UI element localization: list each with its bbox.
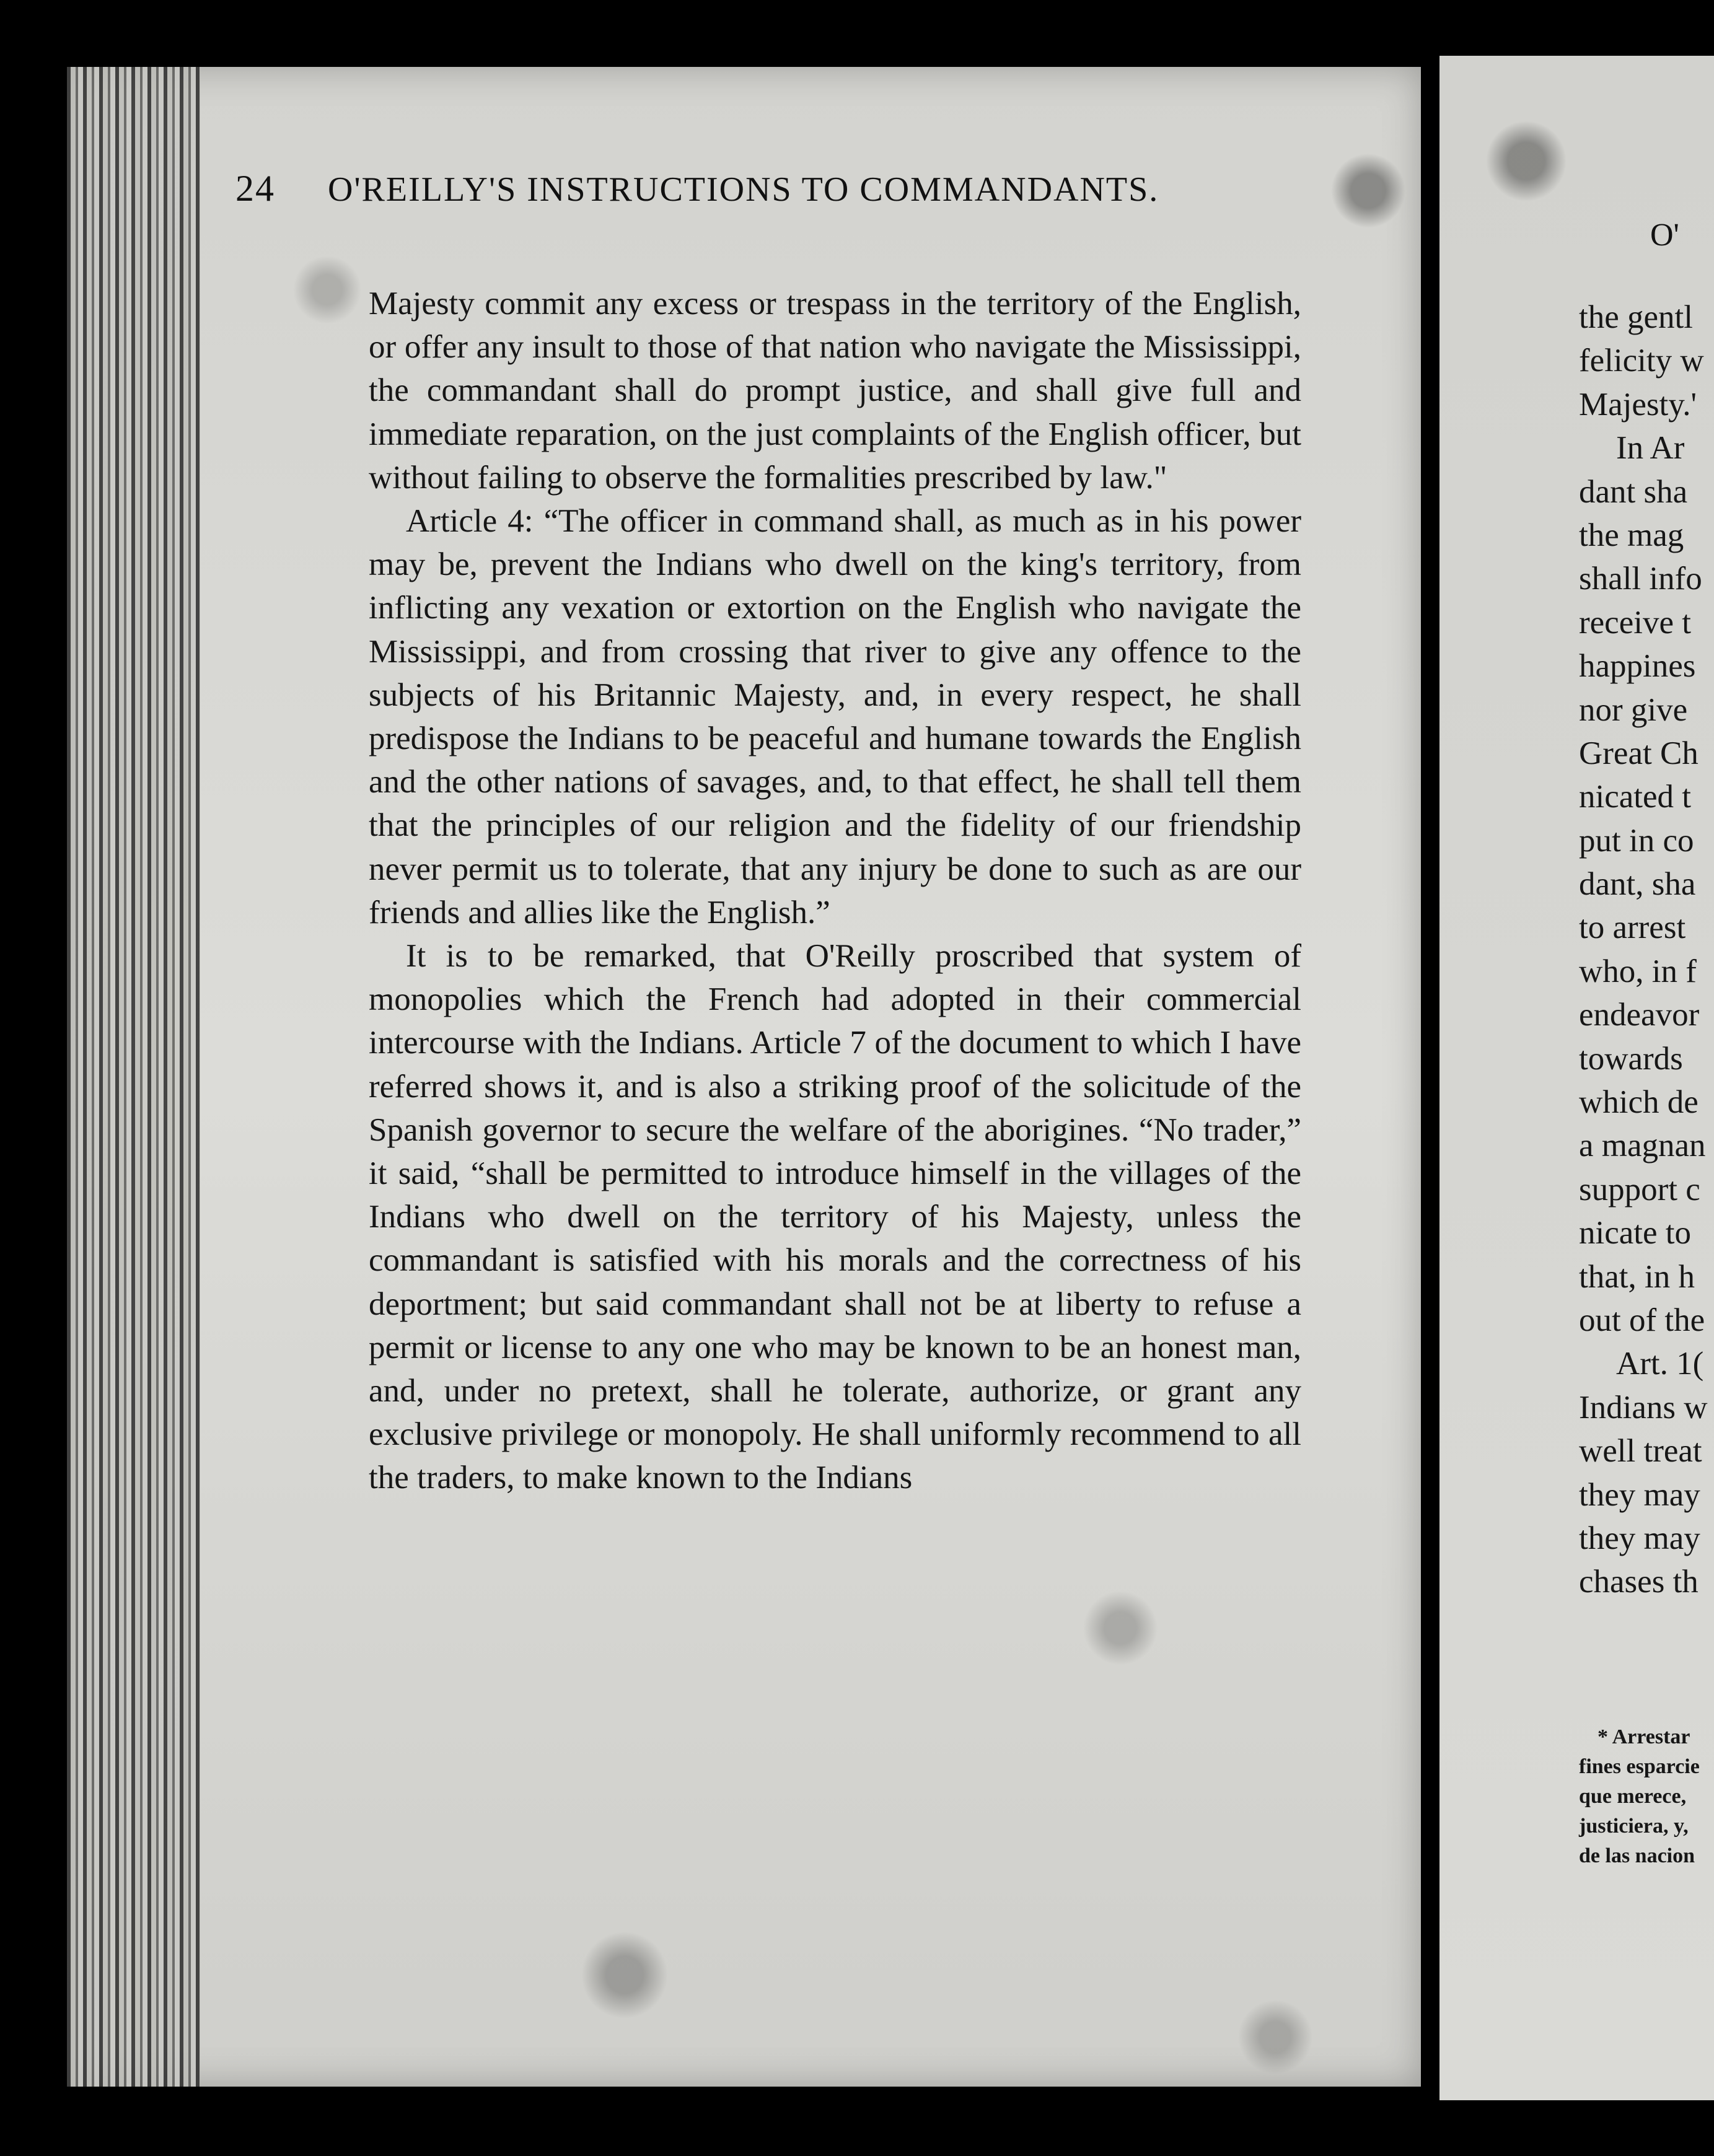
text-line: dant, sha [1579,866,1696,903]
running-head [235,167,1159,210]
text-line: well treat [1579,1433,1702,1470]
right-page [1439,56,1714,2100]
right-running-head: O' [1650,217,1679,253]
text-line: put in co [1579,822,1694,859]
right-body-text [1579,296,1714,1604]
book-spine-edge [67,67,200,2087]
text-line: the mag [1579,517,1684,553]
text-line: which de [1579,1084,1699,1121]
text-line: happines [1579,648,1696,685]
text-line: towards [1579,1040,1683,1077]
text-line: who, in f [1579,953,1697,989]
text-line: they may [1579,1476,1700,1513]
right-footnote [1579,1722,1714,1871]
running-head-title: O'REILLY'S INSTRUCTIONS TO COMMANDANTS. [328,170,1159,209]
text-line: Great Ch [1579,735,1699,771]
text-line: endeavor [1579,997,1700,1033]
text-line: support c [1579,1171,1700,1207]
footnote-line: * Arrestar [1598,1725,1690,1748]
text-line: dant sha [1579,473,1688,510]
footnote-line: fines esparcie [1579,1755,1700,1778]
text-line: Art. 1( [1616,1346,1704,1382]
text-line: receive t [1579,604,1691,641]
text-line: a magnan [1579,1128,1706,1164]
text-line: the gentl [1579,299,1693,335]
text-line: to arrest [1579,909,1686,946]
text-line: felicity w [1579,343,1704,379]
body-text [369,282,1301,1500]
text-line: chases th [1579,1564,1699,1600]
text-line: Majesty.' [1579,386,1697,423]
page-gutter [1421,37,1439,2144]
text-line: shall info [1579,561,1702,597]
footnote-line: que merece, [1579,1785,1687,1808]
paragraph: Majesty commit any excess or trespass in the territory of the English, or offer any insult to those of that nation who navigate the Mississippi, the commandant shall do prompt justice, and shall give full and immediate reparation, on the just complaints of the English officer, but without failing to observe the formalities prescribed by law." [369,286,1301,496]
text-line: out of the [1579,1302,1705,1338]
text-line: that, in h [1579,1258,1695,1295]
page-number: 24 [235,168,275,209]
text-line: nicate to [1579,1215,1691,1251]
text-line: nicated t [1579,779,1691,815]
paragraph: It is to be remarked, that O'Reilly proscribed that system of monopolies which the French had adopted in their commercial intercourse with the Indians. Article 7 of the document to which I have referred shows it, and is also a striking proof of the solicitude of the Spanish governor to secure the welfare of the aborigines. “No trader,” it said, “shall be permitted to introduce himself in the villages of the Indians who dwell on the territory of his Majesty, unless the commandant is satisfied with his morals and the correctness of his deportment; but said commandant shall not be at liberty to refuse a permit or license to any one who may be known to be an honest man, and, under no pretext, shall he tolerate, authorize, or grant any exclusive privilege or monopoly. He shall uniformly recommend to all the traders, to make known to the Indians [369,938,1301,1496]
paragraph: Article 4: “The officer in command shall, as much as in his power may be, prevent the Indians who dwell on the king's territory, from inflicting any vexation or extortion on the English who navigate the Mississippi, and from crossing that river to give any offence to the subjects of his Britannic Majesty, and, in every respect, he shall predispose the Indians to be peaceful and humane towards the English and the other nations of savages, and, to that effect, he shall tell them that the principles of our religion and the fidelity of our friendship never permit us to tolerate, that any injury be done to such as are our friends and allies like the English.” [369,503,1301,931]
text-line: nor give [1579,691,1688,728]
text-line: they may [1579,1520,1700,1556]
footnote-line: justiciera, y, [1579,1815,1689,1838]
text-line: In Ar [1616,430,1685,467]
text-line: Indians w [1579,1389,1708,1426]
footnote-line: de las nacion [1579,1844,1695,1867]
